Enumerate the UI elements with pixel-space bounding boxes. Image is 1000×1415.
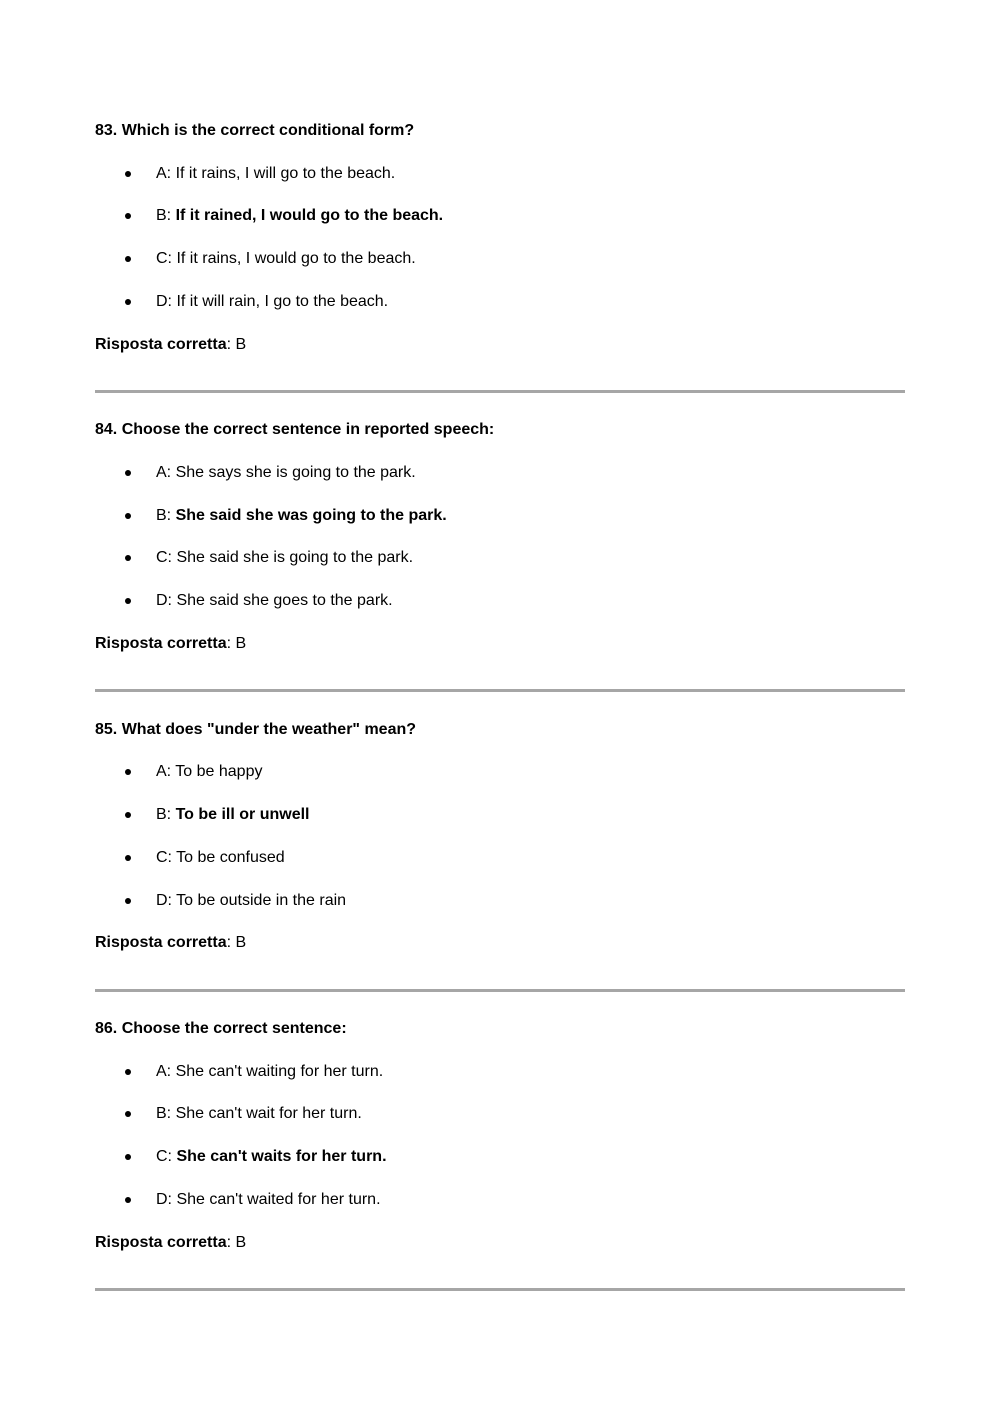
option-letter: C: — [156, 1148, 177, 1165]
bullet-icon — [125, 213, 131, 219]
option-answer-highlighted: To be ill or unwell — [175, 806, 310, 823]
section-divider — [95, 1288, 905, 1291]
option-text — [156, 1147, 387, 1167]
option-letter: D: — [156, 1191, 177, 1208]
section-divider — [95, 390, 905, 393]
correct-answer — [95, 933, 246, 953]
option-a — [95, 762, 905, 782]
option-answer: If it rains, I will go to the beach. — [175, 165, 396, 182]
option-c — [95, 249, 905, 269]
bullet-icon — [125, 898, 131, 904]
option-answer: She says she is going to the park. — [175, 464, 416, 481]
option-text — [156, 591, 393, 611]
correct-answer-label: Risposta corretta — [95, 635, 227, 652]
option-b — [95, 206, 905, 226]
option-letter: C: — [156, 549, 177, 566]
option-answer-highlighted: She can't waits for her turn. — [176, 1148, 387, 1165]
option-c — [95, 1147, 905, 1167]
bullet-icon — [125, 513, 131, 519]
option-text — [156, 206, 443, 226]
question-title: 83. Which is the correct conditional form? — [95, 122, 415, 139]
bullet-icon — [125, 1154, 131, 1160]
bullet-icon — [125, 1111, 131, 1117]
bullet-icon — [125, 171, 131, 177]
correct-answer-label: Risposta corretta — [95, 934, 227, 951]
option-text — [156, 548, 413, 568]
option-a — [95, 1062, 905, 1082]
option-letter: D: — [156, 293, 177, 310]
option-answer: To be happy — [175, 763, 263, 780]
option-text — [156, 292, 388, 312]
option-text — [156, 1190, 381, 1210]
bullet-icon — [125, 855, 131, 861]
correct-answer-value: : B — [226, 1234, 247, 1251]
option-letter: B: — [156, 507, 176, 524]
bullet-icon — [125, 1069, 131, 1075]
option-letter: A: — [156, 165, 176, 182]
option-d — [95, 1190, 905, 1210]
bullet-icon — [125, 256, 131, 262]
bullet-icon — [125, 812, 131, 818]
option-c — [95, 548, 905, 568]
option-answer: She said she is going to the park. — [176, 549, 414, 566]
correct-answer-value: : B — [226, 336, 247, 353]
option-letter: B: — [156, 806, 176, 823]
option-text — [156, 506, 447, 526]
option-d — [95, 292, 905, 312]
option-answer: To be outside in the rain — [176, 892, 347, 909]
option-answer: She said she goes to the park. — [176, 592, 393, 609]
option-answer-highlighted: She said she was going to the park. — [175, 507, 447, 524]
option-b — [95, 805, 905, 825]
option-answer: To be confused — [176, 849, 285, 866]
bullet-icon — [125, 769, 131, 775]
section-divider — [95, 989, 905, 992]
option-answer: If it rains, I would go to the beach. — [176, 250, 416, 267]
option-answer: She can't waited for her turn. — [176, 1191, 381, 1208]
option-answer-highlighted: If it rained, I would go to the beach. — [175, 207, 444, 224]
correct-answer — [95, 634, 246, 654]
correct-answer-label: Risposta corretta — [95, 1234, 227, 1251]
question-title: 84. Choose the correct sentence in reported speech: — [95, 421, 495, 438]
option-text — [156, 762, 262, 782]
option-b — [95, 1104, 905, 1124]
option-letter: B: — [156, 1105, 176, 1122]
option-text — [156, 848, 285, 868]
option-letter: D: — [156, 592, 177, 609]
correct-answer-value: : B — [226, 635, 247, 652]
correct-answer-label: Risposta corretta — [95, 336, 227, 353]
correct-answer — [95, 1233, 246, 1253]
option-a — [95, 463, 905, 483]
option-answer: If it will rain, I go to the beach. — [176, 293, 389, 310]
section-divider — [95, 689, 905, 692]
question-title: 86. Choose the correct sentence: — [95, 1020, 347, 1037]
correct-answer — [95, 335, 246, 355]
option-d — [95, 891, 905, 911]
option-letter: A: — [156, 464, 176, 481]
correct-answer-value: : B — [226, 934, 247, 951]
question-title: 85. What does "under the weather" mean? — [95, 721, 417, 738]
option-d — [95, 591, 905, 611]
option-letter: A: — [156, 1063, 176, 1080]
option-text — [156, 249, 416, 269]
option-c — [95, 848, 905, 868]
option-letter: B: — [156, 207, 176, 224]
option-a — [95, 164, 905, 184]
bullet-icon — [125, 470, 131, 476]
option-text — [156, 805, 310, 825]
bullet-icon — [125, 299, 131, 305]
option-letter: A: — [156, 763, 176, 780]
option-b — [95, 506, 905, 526]
bullet-icon — [125, 555, 131, 561]
option-letter: C: — [156, 250, 177, 267]
bullet-icon — [125, 1197, 131, 1203]
option-letter: C: — [156, 849, 177, 866]
option-letter: D: — [156, 892, 177, 909]
option-text — [156, 1062, 383, 1082]
option-text — [156, 463, 416, 483]
option-answer: She can't waiting for her turn. — [175, 1063, 384, 1080]
bullet-icon — [125, 598, 131, 604]
option-text — [156, 891, 346, 911]
option-text — [156, 164, 395, 184]
option-answer: She can't wait for her turn. — [175, 1105, 362, 1122]
option-text — [156, 1104, 362, 1124]
